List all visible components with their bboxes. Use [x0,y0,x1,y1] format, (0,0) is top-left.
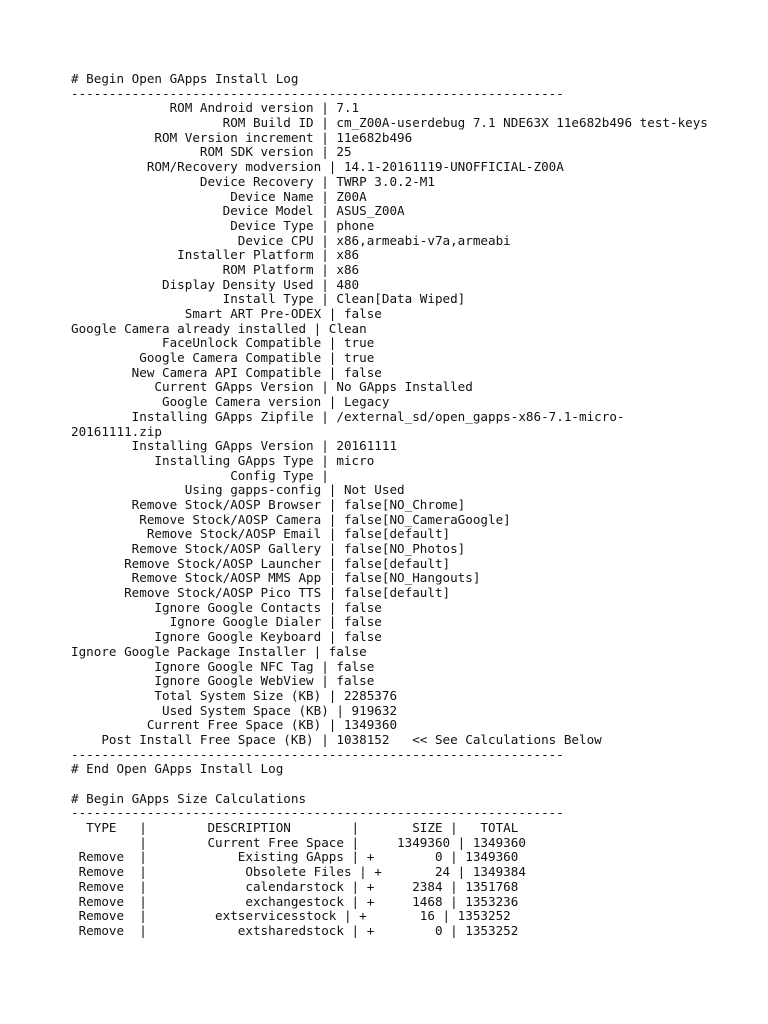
log-line: Config Type | [71,467,337,483]
log-line: Remove Stock/AOSP Email | false[default] [71,526,451,542]
log-line: Install Type | Clean[Data Wiped] [71,291,466,307]
log-line: New Camera API Compatible | false [71,364,382,380]
log-line: | Current Free Space | 1349360 | 1349360 [71,834,526,850]
log-line: Remove Stock/AOSP Browser | false[NO_Chrome] [71,496,466,512]
log-line: ----------------------------------------------------------------- [71,805,564,821]
log-line: ROM Android version | 7.1 [71,100,360,116]
log-line: Installing GApps Version | 20161111 [71,438,398,454]
log-line: Remove Stock/AOSP Pico TTS | false[default] [71,585,451,601]
log-line: TYPE | DESCRIPTION | SIZE | TOTAL [71,820,519,836]
log-line: Post Install Free Space (KB) | 1038152 << See Calculations Below [71,731,602,747]
log-line: Device Recovery | TWRP 3.0.2-M1 [71,173,435,189]
log-line: # Begin GApps Size Calculations [71,790,307,806]
log-line: Ignore Google Package Installer | false [71,643,367,659]
log-line: Remove Stock/AOSP Camera | false[NO_CameraGoogle] [71,511,511,527]
log-line: Using gapps-config | Not Used [71,482,405,498]
log-line: Ignore Google Contacts | false [71,599,382,615]
log-line: Current GApps Version | No GApps Installed [71,379,473,395]
log-line: Device Name | Z00A [71,188,367,204]
log-line: ROM Platform | x86 [71,261,360,277]
log-line: Google Camera already installed | Clean [71,320,367,336]
log-line: FaceUnlock Compatible | true [71,335,375,351]
log-line: ROM/Recovery modversion | 14.1-20161119-UNOFFICIAL-Z00A [71,159,564,175]
log-line: Ignore Google WebView | false [71,673,375,689]
log-line: ROM Version increment | 11e682b496 [71,129,413,145]
log-line: ----------------------------------------------------------------- [71,746,564,762]
log-line: Used System Space (KB) | 919632 [71,702,398,718]
log-line: Remove | exchangestock | + 1468 | 1353236 [71,893,519,909]
log-line [71,777,708,792]
log-line: ROM SDK version | 25 [71,144,352,160]
log-line: Ignore Google Keyboard | false [71,629,382,645]
log-line: Device Model | ASUS_Z00A [71,203,405,219]
log-line: Device Type | phone [71,217,375,233]
log-line: Current Free Space (KB) | 1349360 [71,717,398,733]
log-line: Remove | Existing GApps | + 0 | 1349360 [71,849,519,865]
log-line: Installer Platform | x86 [71,247,360,263]
log-line: Ignore Google NFC Tag | false [71,658,375,674]
log-line: Remove | extsharedstock | + 0 | 1353252 [71,922,519,938]
log-line: Display Density Used | 480 [71,276,360,292]
log-line: 20161111.zip [71,423,162,439]
log-line: Google Camera Compatible | true [71,350,375,366]
log-line: ----------------------------------------------------------------- [71,85,564,101]
install-log [71,72,708,939]
log-line: Remove Stock/AOSP Gallery | false[NO_Photos] [71,541,466,556]
log-line: # End Open GApps Install Log [71,761,284,777]
log-line: Smart ART Pre-ODEX | false [71,306,382,321]
log-line: Remove Stock/AOSP MMS App | false[NO_Hangouts] [71,570,481,586]
log-line: ROM Build ID | cm_Z00A-userdebug 7.1 NDE63X 11e682b496 test-keys [71,115,708,131]
log-line: Installing GApps Type | micro [71,452,375,468]
log-line: Device CPU | x86,armeabi-v7a,armeabi [71,232,511,248]
log-line: Remove | calendarstock | + 2384 | 1351768 [71,878,519,894]
log-line: Installing GApps Zipfile | /external_sd/open_gapps-x86-7.1-micro- [71,408,625,424]
log-line: Ignore Google Dialer | false [71,614,382,630]
log-line: Remove Stock/AOSP Launcher | false[default] [71,555,451,571]
log-line: Remove | extservicesstock | + 16 | 1353252 [71,908,511,924]
log-line: # Begin Open GApps Install Log [71,71,299,86]
log-line: Total System Size (KB) | 2285376 [71,687,398,703]
log-line: Remove | Obsolete Files | + 24 | 1349384 [71,864,526,880]
log-line: Google Camera version | Legacy [71,394,390,410]
